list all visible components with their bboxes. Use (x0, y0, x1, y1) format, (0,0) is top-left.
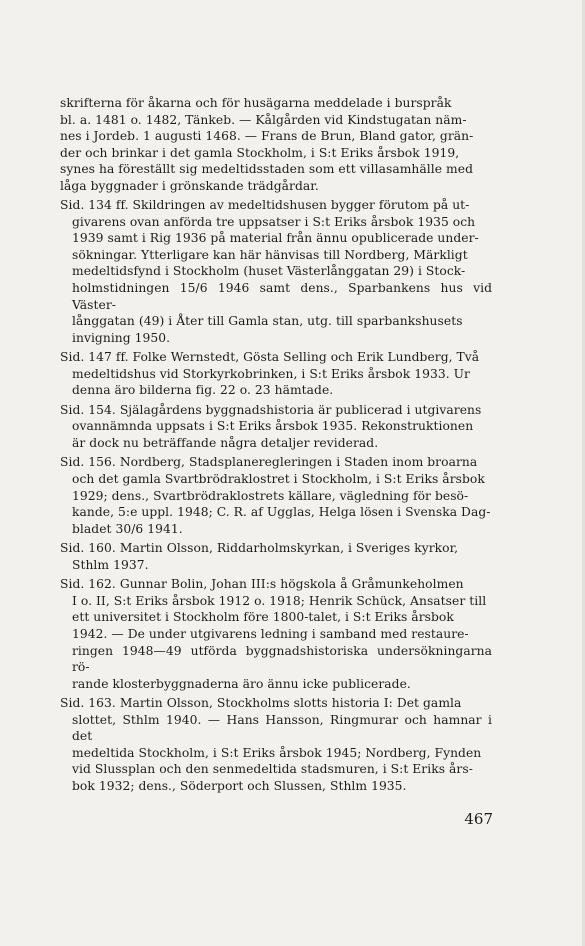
note-paragraph: skrifterna för åkarna och för husägarna meddelade i burspråk bl. a. 1481 o. 1482, Tänkeb. — Kålgården vid Kindstugatan näm- nes i Jordeb. 1 augusti 1468. — Frans de Brun, Bland gator, grän- der och brinkar i det gamla Stockholm, i S:t Eriks årsbok 1919, synes ha föreställt sig medeltidsstaden som ett villasamhälle med låga byggnader i grönskande trädgårdar. (60, 96, 474, 193)
page-number: 467 (464, 810, 493, 828)
note-paragraph: Sid. 147 ff. Folke Wernstedt, Gösta Selling och Erik Lundberg, Två medeltidshus vid Storkyrkobrinken, i S:t Eriks årsbok 1933. Ur denna äro bilderna fig. 22 o. 23 hämtade. (60, 350, 480, 398)
note-paragraph: Sid. 163. Martin Olsson, Stockholms slotts historia I: Det gamla slottet, Sthlm 1940. — Hans Hansson, Ringmurar och hamnar i det medeltida Stockholm, i S:t Eriks årsbok 1945; Nordberg, Fynden vid Slussplan och den senmedeltida stadsmuren, i S:t Eriks års- bok 1932; dens., Söderport och Slussen, Sthlm 1935. (60, 696, 492, 793)
notes-text-block (60, 95, 492, 797)
note-paragraph: Sid. 160. Martin Olsson, Riddarholmskyrkan, i Sveriges kyrkor, Sthlm 1937. (60, 541, 459, 572)
note-paragraph: Sid. 162. Gunnar Bolin, Johan III:s högskola å Gråmunkeholmen I o. II, S:t Eriks årsbok 1912 o. 1918; Henrik Schück, Ansatser till ett universitet i Stockholm före 1800-talet, i S:t Eriks årsbok 1942. — De under utgivarens ledning i samband med restaure- ringen 1948—49 utförda byggnadshistoriska undersökningarna rö- rande klosterbyggnaderna äro ännu icke publicerade. (60, 577, 492, 691)
note-paragraph: Sid. 134 ff. Skildringen av medeltidshusen bygger förutom på ut- givarens ovan anförda tre uppsatser i S:t Eriks årsbok 1935 och 1939 samt i Rig 1936 på material från ännu opublicerade under- sökningar. Ytterligare kan här hänvisas till Nordberg, Märkligt medeltidsfynd i Stockholm (huset Västerlånggatan 29) i Stock- holmstidningen 15/6 1946 samt dens., Sparbankens hus vid Väster- långgatan (49) i Åter till Gamla stan, utg. till sparbankshusets invigning 1950. (60, 198, 492, 345)
note-paragraph: Sid. 156. Nordberg, Stadsplaneregleringen i Staden inom broarna och det gamla Svartbrödraklostret i Stockholm, i S:t Eriks årsbok 1929; dens., Svartbrödraklostrets källare, vägledning för besö- kande, 5:e uppl. 1948; C. R. af Ugglas, Helga lösen i Svenska Dag- bladet 30/6 1941. (60, 455, 491, 536)
note-paragraph: Sid. 154. Själagårdens byggnadshistoria är publicerad i utgivarens ovannämnda uppsats i S:t Eriks årsbok 1935. Rekonstruktionen är dock nu beträffande några detaljer reviderad. (60, 402, 482, 450)
